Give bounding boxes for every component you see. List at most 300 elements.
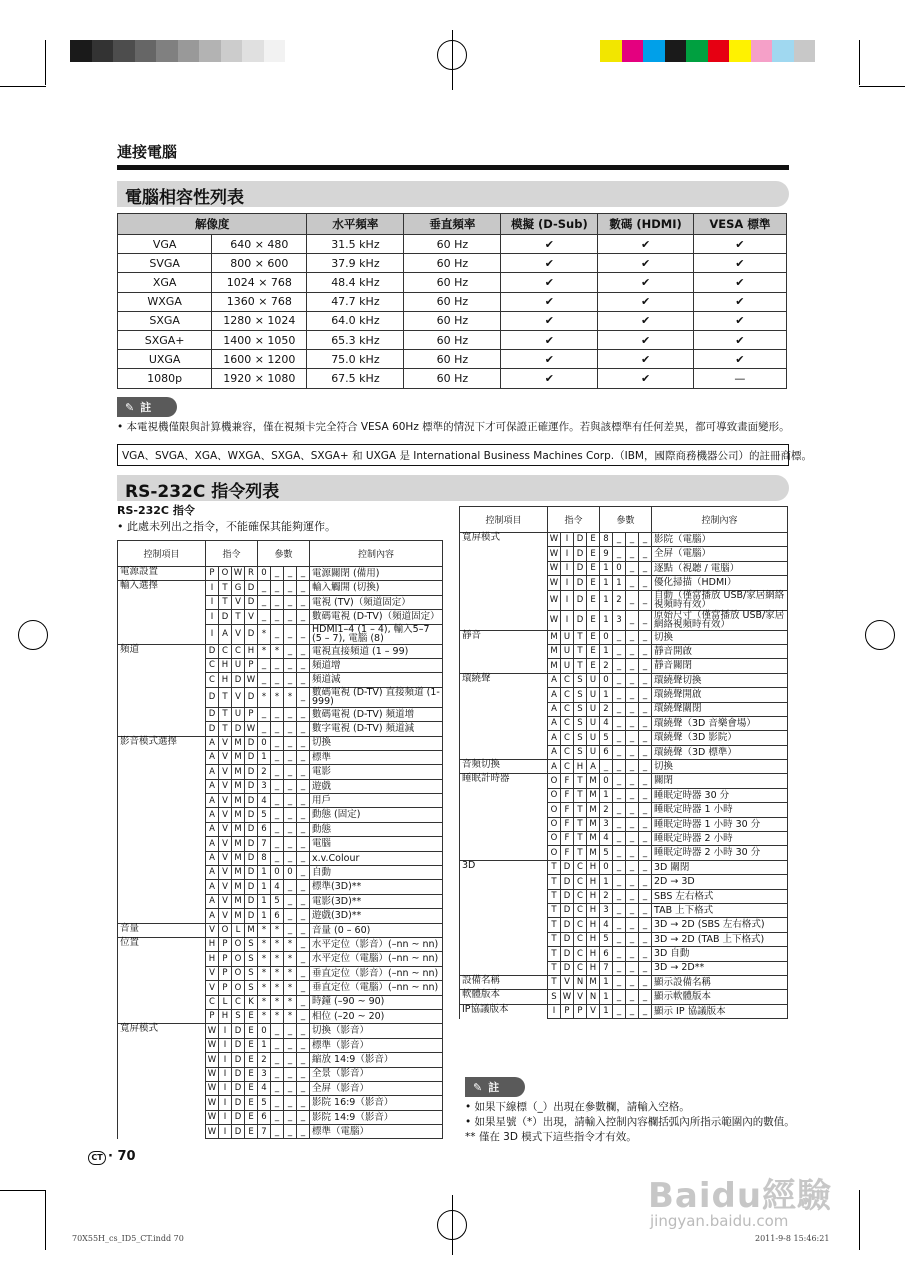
command-char: _ (626, 659, 639, 673)
command-char: S (232, 1009, 245, 1023)
table-cell: ✔ (598, 235, 693, 254)
control-item (460, 903, 548, 917)
command-char: W (206, 1053, 219, 1067)
control-item (118, 1081, 206, 1095)
command-char: M (245, 923, 258, 937)
command-char: U (232, 707, 245, 721)
command-char: _ (297, 952, 310, 966)
command-char: _ (639, 875, 652, 889)
command-char: I (561, 547, 574, 561)
command-char: A (206, 779, 219, 793)
command-char: C (574, 875, 587, 889)
color-bar (600, 40, 815, 62)
control-content: 音量 (0 – 60) (310, 923, 443, 937)
command-char: C (574, 918, 587, 932)
command-char: _ (271, 707, 284, 721)
control-content: 頻道減 (310, 673, 443, 687)
control-item: 影音模式選擇 (118, 736, 206, 750)
command-table-left (117, 540, 443, 1139)
command-char: _ (284, 610, 297, 624)
command-char: _ (639, 716, 652, 730)
table-cell: 65.3 kHz (307, 330, 404, 349)
command-char: D (245, 880, 258, 894)
command-row (118, 837, 443, 851)
command-char: C (206, 995, 219, 1009)
command-char: T (574, 803, 587, 817)
control-content: 靜音關閉 (652, 659, 788, 673)
command-char: * (271, 937, 284, 951)
table-cell: ✔ (501, 273, 598, 292)
command-char: 6 (600, 745, 613, 759)
command-char: * (284, 952, 297, 966)
command-char: T (574, 644, 587, 658)
table-cell: ✔ (693, 350, 786, 369)
command-header: 指令 (206, 541, 258, 567)
command-char: H (219, 1009, 232, 1023)
command-char: _ (626, 975, 639, 989)
command-row (118, 952, 443, 966)
command-char: _ (626, 788, 639, 802)
rs-bullet: • 此處未列出之指令，不能確保其能夠運作。 (117, 520, 336, 533)
control-content: 靜音開啟 (652, 644, 788, 658)
command-char: E (245, 1096, 258, 1110)
command-char: _ (626, 860, 639, 874)
control-item: 靜音 (460, 630, 548, 644)
command-char: D (561, 947, 574, 961)
command-char: S (574, 688, 587, 702)
command-char: 8 (258, 851, 271, 865)
command-char: _ (639, 947, 652, 961)
command-char: U (587, 688, 600, 702)
command-char: * (271, 644, 284, 658)
command-char: A (206, 837, 219, 851)
control-item: 頻道 (118, 644, 206, 658)
command-char: _ (297, 1024, 310, 1038)
command-char: _ (271, 765, 284, 779)
command-char: L (219, 995, 232, 1009)
command-char: 5 (600, 731, 613, 745)
command-char: _ (613, 745, 626, 759)
command-char: D (561, 961, 574, 975)
command-char: T (574, 832, 587, 846)
command-char: S (574, 731, 587, 745)
command-char: D (245, 909, 258, 923)
table-cell: ✔ (501, 311, 598, 330)
command-char: _ (284, 923, 297, 937)
command-char: * (271, 966, 284, 980)
command-char: _ (271, 1053, 284, 1067)
control-content: 環繞聲切換 (652, 673, 788, 687)
command-char: 1 (600, 990, 613, 1004)
control-item (460, 947, 548, 961)
table-cell: ✔ (693, 254, 786, 273)
command-char: S (245, 966, 258, 980)
command-char: D (245, 894, 258, 908)
command-char: V (245, 610, 258, 624)
command-char: C (206, 658, 219, 672)
control-item (460, 561, 548, 575)
command-char: _ (639, 803, 652, 817)
control-item (460, 788, 548, 802)
command-char: _ (639, 590, 652, 610)
command-char: E (587, 576, 600, 590)
table-cell: 60 Hz (404, 350, 501, 369)
command-char: T (548, 889, 561, 903)
command-row (118, 707, 443, 721)
command-row (118, 595, 443, 609)
control-content: 影院 16:9（影音） (310, 1096, 443, 1110)
command-char: _ (613, 788, 626, 802)
control-item (460, 932, 548, 946)
command-char: U (561, 630, 574, 644)
command-char: _ (639, 731, 652, 745)
table-cell: ✔ (693, 330, 786, 349)
control-content: 睡眠定時器 30 分 (652, 788, 788, 802)
command-char: _ (626, 716, 639, 730)
command-char: _ (271, 1081, 284, 1095)
command-char: N (587, 990, 600, 1004)
command-char: V (219, 866, 232, 880)
command-char: _ (271, 610, 284, 624)
command-char: H (219, 658, 232, 672)
command-char: T (219, 687, 232, 707)
command-char: D (232, 1067, 245, 1081)
table-cell: VGA (118, 235, 212, 254)
command-char: C (574, 961, 587, 975)
command-char: 1 (258, 909, 271, 923)
table-cell: ✔ (693, 235, 786, 254)
command-row (118, 722, 443, 736)
command-char: _ (639, 961, 652, 975)
control-content: SBS 左右格式 (652, 889, 788, 903)
command-row (118, 658, 443, 672)
command-char: 1 (600, 788, 613, 802)
command-char: M (587, 846, 600, 860)
command-char: D (245, 750, 258, 764)
command-row (118, 937, 443, 951)
command-row (460, 702, 788, 716)
command-char: 1 (600, 688, 613, 702)
table-cell: 67.5 kHz (307, 369, 404, 388)
control-content: 電源關閉 (備用) (310, 567, 443, 581)
command-char: V (232, 687, 245, 707)
command-char: P (245, 707, 258, 721)
command-char: O (232, 952, 245, 966)
control-content: 動態 (固定) (310, 808, 443, 822)
command-char: _ (297, 595, 310, 609)
command-char: M (232, 808, 245, 822)
control-item (118, 1110, 206, 1124)
command-char: I (206, 610, 219, 624)
command-char: D (232, 1024, 245, 1038)
control-content: 3D 關閉 (652, 860, 788, 874)
table-cell: 640 × 480 (212, 235, 307, 254)
control-content: 顯示 IP 協議版本 (652, 1004, 788, 1018)
compat-header: 數碼 (HDMI) (598, 214, 693, 235)
command-char: W (206, 1038, 219, 1052)
command-char: _ (297, 981, 310, 995)
command-char: M (232, 794, 245, 808)
command-char: * (284, 995, 297, 1009)
command-char: T (548, 860, 561, 874)
command-char: _ (626, 760, 639, 774)
command-row (460, 760, 788, 774)
control-item: IP協議版本 (460, 1004, 548, 1018)
command-char: W (245, 722, 258, 736)
command-char: O (548, 817, 561, 831)
command-char: F (561, 832, 574, 846)
command-char: * (271, 981, 284, 995)
control-item (118, 880, 206, 894)
command-char: P (219, 937, 232, 951)
command-row (118, 581, 443, 595)
control-content: 輸入觸開 (切換) (310, 581, 443, 595)
control-item (118, 610, 206, 624)
note-badge-2: ✎ 註 (465, 1077, 525, 1097)
table-cell: ✔ (598, 311, 693, 330)
command-char: I (219, 1053, 232, 1067)
table-cell: ✔ (598, 254, 693, 273)
note-icon: ✎ (473, 1080, 483, 1094)
command-char: U (561, 644, 574, 658)
command-char: D (232, 1081, 245, 1095)
command-char: D (232, 1053, 245, 1067)
command-row (460, 947, 788, 961)
command-char: U (587, 702, 600, 716)
control-content: 自動 (310, 866, 443, 880)
command-char: T (548, 961, 561, 975)
command-char: _ (626, 875, 639, 889)
table-row (118, 369, 787, 388)
command-char: C (206, 673, 219, 687)
command-char: H (587, 932, 600, 946)
command-char: _ (626, 630, 639, 644)
command-char: I (206, 581, 219, 595)
command-char: 0 (258, 567, 271, 581)
command-char: D (206, 644, 219, 658)
command-char: * (271, 995, 284, 1009)
command-char: _ (639, 860, 652, 874)
control-content: 影院（電腦） (652, 533, 788, 547)
command-char: _ (626, 774, 639, 788)
rs-title: RS-232C 指令列表 (117, 475, 789, 501)
command-char: S (245, 937, 258, 951)
command-char: C (574, 860, 587, 874)
table-cell: 60 Hz (404, 369, 501, 388)
control-item (460, 659, 548, 673)
command-char: M (232, 779, 245, 793)
command-row (118, 1125, 443, 1139)
command-char: E (245, 1038, 258, 1052)
command-char: H (587, 903, 600, 917)
command-char: _ (258, 610, 271, 624)
command-char: 6 (258, 1110, 271, 1124)
command-char: _ (271, 736, 284, 750)
command-char: S (574, 673, 587, 687)
command-char: C (574, 932, 587, 946)
control-item (460, 590, 548, 610)
command-char: _ (613, 688, 626, 702)
command-char: _ (271, 1110, 284, 1124)
command-char: _ (626, 561, 639, 575)
command-char: A (219, 624, 232, 644)
command-char: D (561, 889, 574, 903)
command-char: _ (639, 673, 652, 687)
control-content: 全屏（影音） (310, 1081, 443, 1095)
command-char: _ (613, 760, 626, 774)
command-char: _ (284, 750, 297, 764)
command-char: _ (297, 644, 310, 658)
ct-badge: CT (88, 1151, 106, 1165)
command-char: _ (639, 903, 652, 917)
command-char: _ (258, 658, 271, 672)
command-row (460, 533, 788, 547)
command-char: _ (284, 595, 297, 609)
command-char: F (561, 846, 574, 860)
command-char: D (232, 722, 245, 736)
command-char: 3 (258, 1067, 271, 1081)
command-char: D (574, 610, 587, 630)
command-row (118, 1053, 443, 1067)
control-content: 切換（影音） (310, 1024, 443, 1038)
command-char: _ (297, 822, 310, 836)
command-char: 6 (271, 909, 284, 923)
control-item (118, 624, 206, 644)
command-char: 1 (258, 1038, 271, 1052)
command-row (460, 716, 788, 730)
command-char: C (561, 745, 574, 759)
command-char: O (548, 788, 561, 802)
command-char: E (587, 610, 600, 630)
command-char: U (587, 731, 600, 745)
command-char: F (561, 774, 574, 788)
command-row (460, 788, 788, 802)
command-char: I (219, 1110, 232, 1124)
command-char: C (561, 716, 574, 730)
command-char: A (548, 731, 561, 745)
command-row (118, 966, 443, 980)
control-item (460, 716, 548, 730)
command-char: E (587, 561, 600, 575)
command-char: 0 (271, 866, 284, 880)
control-content: 切換 (652, 630, 788, 644)
command-char: C (574, 889, 587, 903)
control-content: 全屏（電腦） (652, 547, 788, 561)
command-char: 7 (258, 1125, 271, 1139)
command-char: * (258, 981, 271, 995)
control-item (460, 688, 548, 702)
command-char: D (245, 765, 258, 779)
command-char: _ (258, 595, 271, 609)
command-char: A (206, 909, 219, 923)
command-char: D (245, 779, 258, 793)
control-content: 睡眠定時器 2 小時 (652, 832, 788, 846)
control-content: 數字電視 (D-TV) 頻道減 (310, 722, 443, 736)
command-char: _ (613, 659, 626, 673)
command-char: I (219, 1024, 232, 1038)
command-char: H (245, 644, 258, 658)
crop-mark (0, 1190, 46, 1191)
control-item (460, 846, 548, 860)
control-content: 2D → 3D (652, 875, 788, 889)
command-char: V (574, 990, 587, 1004)
command-char: W (206, 1081, 219, 1095)
command-char: C (561, 702, 574, 716)
command-char: _ (297, 937, 310, 951)
command-char: A (206, 851, 219, 865)
control-item (118, 995, 206, 1009)
table-cell: ✔ (693, 311, 786, 330)
command-char: A (206, 765, 219, 779)
command-char: _ (626, 990, 639, 1004)
control-item (460, 875, 548, 889)
command-char: _ (297, 909, 310, 923)
control-item: 3D (460, 860, 548, 874)
registration-mark (437, 40, 467, 70)
control-content: 逐點（視聽 / 電腦） (652, 561, 788, 575)
command-char: _ (284, 837, 297, 851)
command-char: D (245, 866, 258, 880)
control-content: 用戶 (310, 794, 443, 808)
control-item (460, 745, 548, 759)
command-char: _ (613, 846, 626, 860)
control-content: 自動（僅當播放 USB/家居網絡視頻時有效） (652, 590, 788, 610)
command-char: _ (297, 1125, 310, 1139)
table-cell: 1024 × 768 (212, 273, 307, 292)
command-char: C (561, 731, 574, 745)
table-row (118, 254, 787, 273)
command-char: _ (284, 658, 297, 672)
command-char: _ (613, 932, 626, 946)
command-char: _ (284, 644, 297, 658)
command-char: W (548, 590, 561, 610)
control-content: 水平定位（電腦）(–nn ~ nn) (310, 952, 443, 966)
command-char: _ (639, 817, 652, 831)
command-char: D (245, 851, 258, 865)
command-char: F (561, 788, 574, 802)
crop-mark (859, 40, 860, 85)
command-char: T (574, 817, 587, 831)
command-char: V (219, 822, 232, 836)
command-row (118, 673, 443, 687)
control-content: 垂直定位（影音）(–nn ~ nn) (310, 966, 443, 980)
command-char: 0 (258, 1024, 271, 1038)
command-char: _ (271, 822, 284, 836)
command-char: T (548, 932, 561, 946)
footer-file: 70X55H_cs_ID5_CT.indd 70 (72, 1234, 184, 1243)
command-char: _ (613, 731, 626, 745)
command-char: _ (613, 644, 626, 658)
command-char: C (219, 644, 232, 658)
command-char: _ (271, 1024, 284, 1038)
command-char: V (219, 837, 232, 851)
command-char: _ (613, 990, 626, 1004)
command-char: D (206, 722, 219, 736)
command-char: 1 (600, 975, 613, 989)
command-char: 3 (613, 610, 626, 630)
table-cell: 1920 × 1080 (212, 369, 307, 388)
command-char: _ (626, 745, 639, 759)
command-char: E (245, 1024, 258, 1038)
command-char: I (206, 624, 219, 644)
command-char: * (258, 687, 271, 707)
command-row (460, 673, 788, 687)
command-char: V (219, 765, 232, 779)
command-char: _ (613, 817, 626, 831)
command-char: C (574, 947, 587, 961)
command-row (118, 909, 443, 923)
table-cell: 48.4 kHz (307, 273, 404, 292)
